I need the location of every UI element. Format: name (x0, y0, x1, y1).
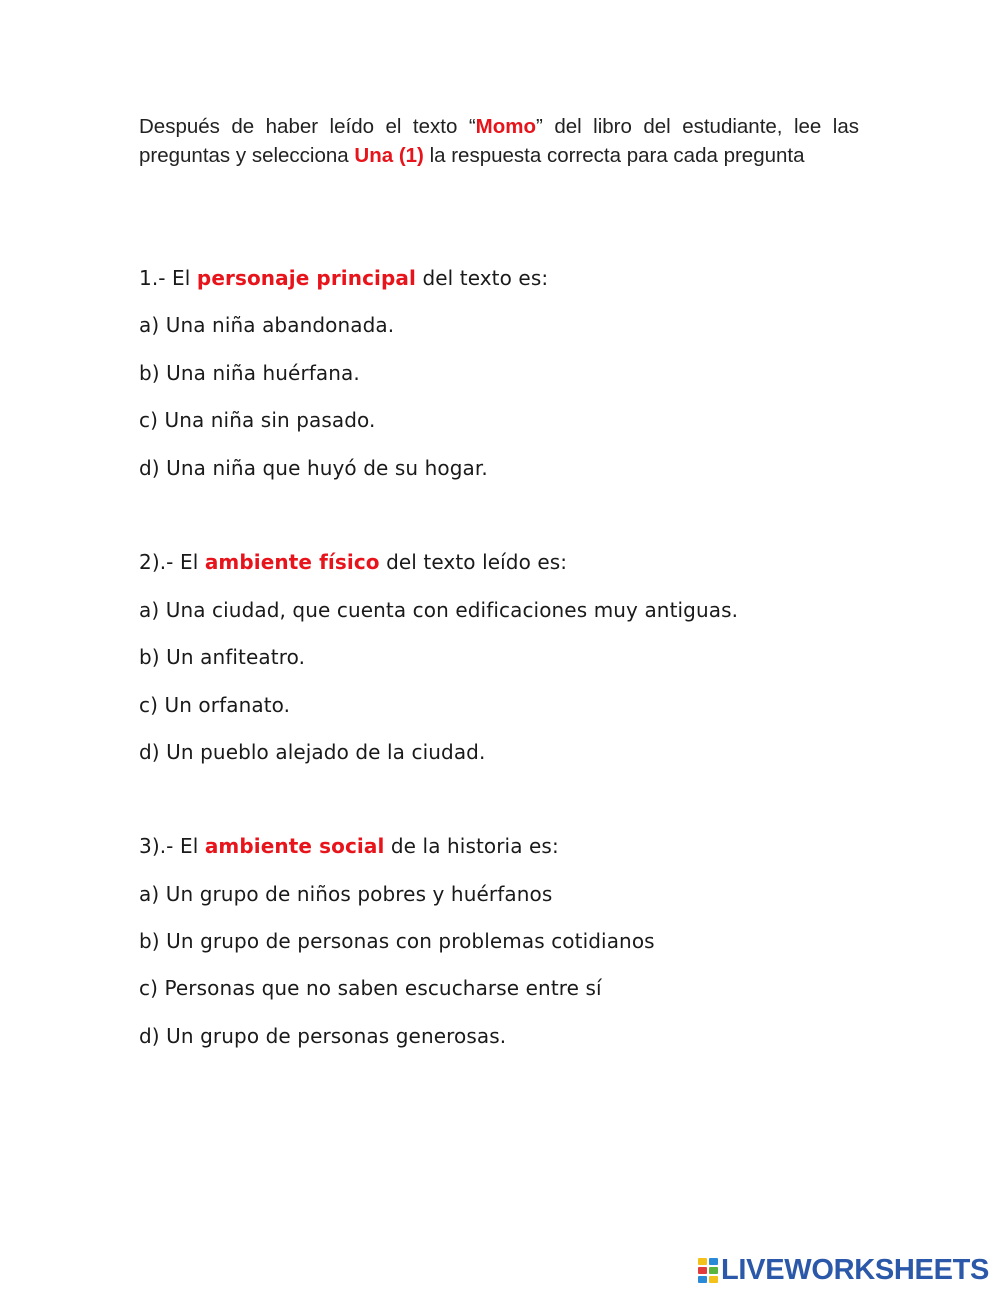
question-1-highlight: personaje principal (196, 266, 416, 290)
question-2-option-c[interactable]: c) Un orfanato. (139, 693, 291, 717)
question-1-option-d[interactable]: d) Una niña que huyó de su hogar. (139, 456, 488, 480)
question-1-option-c[interactable]: c) Una niña sin pasado. (139, 408, 376, 432)
instructions-paragraph (139, 113, 859, 170)
question-1-suffix: del texto es: (415, 266, 549, 290)
question-3-option-b[interactable]: b) Un grupo de personas con problemas cotidianos (139, 929, 655, 953)
question-3-suffix: de la historia es: (384, 834, 559, 858)
question-2-option-d[interactable]: d) Un pueblo alejado de la ciudad. (139, 740, 486, 764)
question-2-title (139, 550, 567, 574)
instructions-text-3: la respuesta correcta para cada pregunta (423, 143, 805, 167)
question-3-highlight: ambiente social (204, 834, 385, 858)
book-title-momo: Momo (475, 115, 537, 138)
question-3-prefix: 3).- El (139, 834, 205, 858)
question-2-highlight: ambiente físico (204, 550, 380, 574)
instructions-text-1: Después de haber leído el texto “ (139, 115, 476, 138)
liveworksheets-logo-icon (697, 1257, 719, 1284)
question-2-option-a[interactable]: a) Una ciudad, que cuenta con edificaciones muy antiguas. (139, 598, 739, 622)
question-2-suffix: del texto leído es: (379, 550, 568, 574)
instructions-emphasis-one: Una (1) (354, 143, 424, 167)
question-3-title (139, 834, 559, 858)
question-1-title (139, 266, 548, 290)
instructions-text-2: ” del libro del estudiante, lee las preguntas y selecciona (139, 115, 860, 167)
question-3-option-c[interactable]: c) Personas que no saben escucharse entre sí (139, 976, 602, 1000)
liveworksheets-logo-text: LIVEWORKSHEETS (721, 1253, 990, 1286)
question-1-option-b[interactable]: b) Una niña huérfana. (139, 361, 360, 385)
question-1-prefix: 1.- El (139, 266, 197, 290)
liveworksheets-logo (697, 1253, 989, 1287)
question-3-option-d[interactable]: d) Un grupo de personas generosas. (139, 1024, 507, 1048)
question-1-option-a[interactable]: a) Una niña abandonada. (139, 313, 395, 337)
question-2-prefix: 2).- El (139, 550, 205, 574)
question-2-option-b[interactable]: b) Un anfiteatro. (139, 645, 306, 669)
question-3-option-a[interactable]: a) Un grupo de niños pobres y huérfanos (139, 882, 553, 906)
